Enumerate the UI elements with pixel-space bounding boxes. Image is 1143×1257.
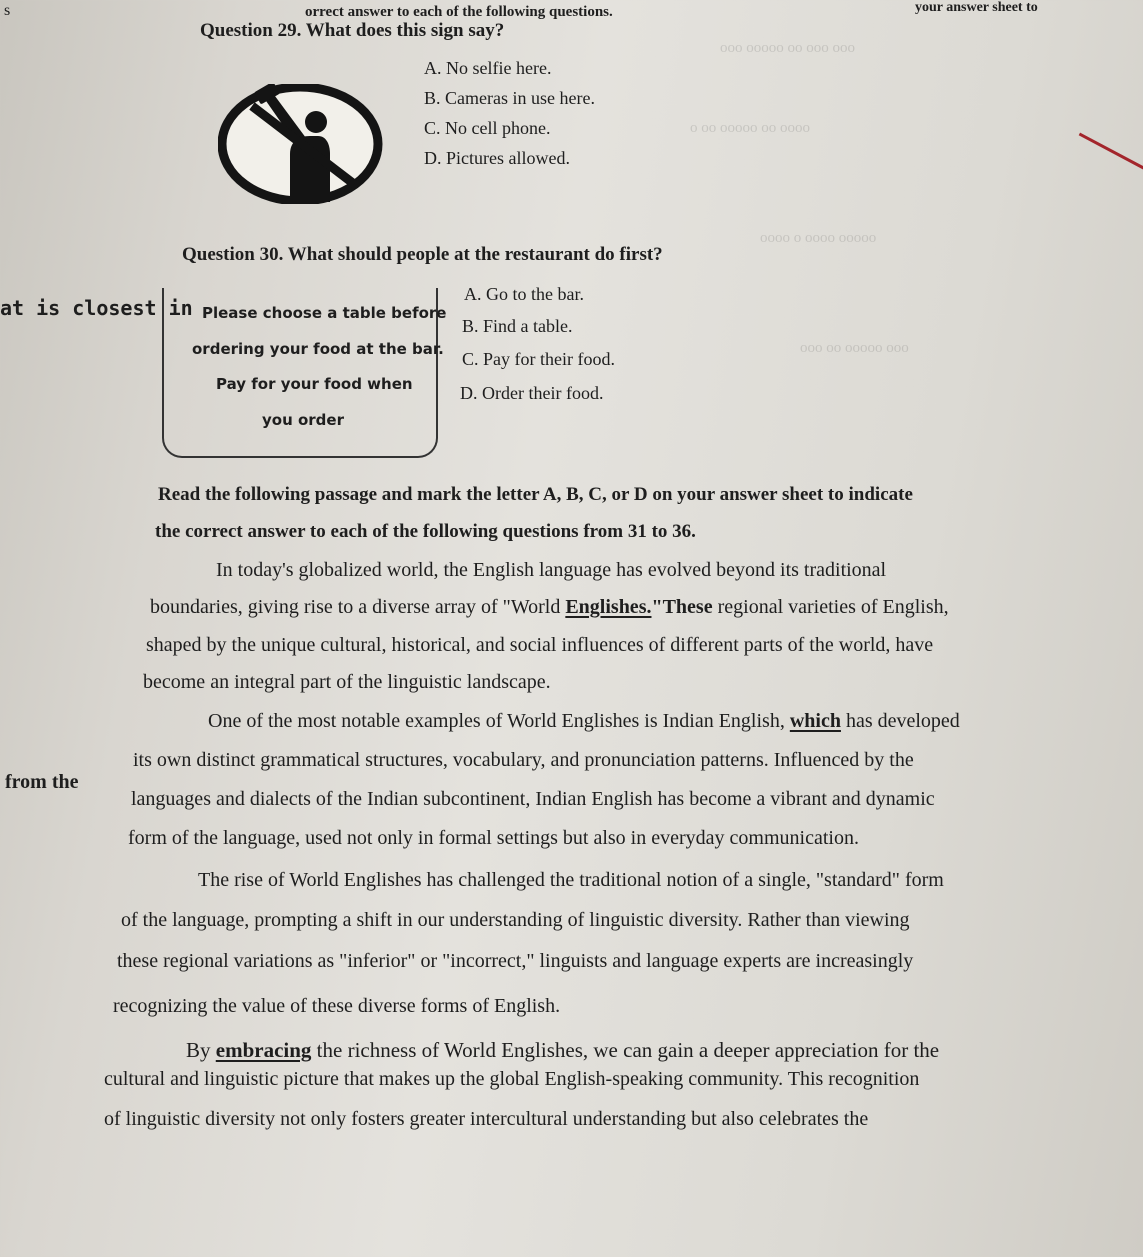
top-right-instruction: your answer sheet to <box>915 0 1038 15</box>
p1-line-2: boundaries, giving rise to a diverse array of "World Englishes."These regional varieties of English, <box>150 596 949 618</box>
sign-line-1: Please choose a table before <box>202 304 447 322</box>
p3-line-1: The rise of World Englishes has challenged the traditional notion of a single, "standard" form <box>198 869 944 891</box>
top-instruction: orrect answer to each of the following questions. <box>305 4 613 20</box>
q30-option-b: B. Find a table. <box>462 316 573 336</box>
p2-line-2: its own distinct grammatical structures, vocabulary, and pronunciation patterns. Influenced by the <box>133 749 914 771</box>
sign-line-3: Pay for your food when <box>216 375 413 393</box>
instruction-line-1: Read the following passage and mark the letter A, B, C, or D on your answer sheet to indicate <box>158 484 913 505</box>
red-pen-mark <box>1079 133 1143 171</box>
p1-line-3: shaped by the unique cultural, historical, and social influences of different parts of the world, have <box>146 634 934 656</box>
restaurant-sign <box>162 288 447 458</box>
p2-line-1: One of the most notable examples of World Englishes is Indian English, which has developed <box>208 710 960 732</box>
q30-option-d: D. Order their food. <box>460 383 604 403</box>
edge-letter: s <box>4 2 11 19</box>
p1-line-4: become an integral part of the linguistic landscape. <box>143 671 551 693</box>
p3-line-3: these regional variations as "inferior" or "incorrect," linguists and language experts are increasingly <box>117 950 914 972</box>
p4-line-2: cultural and linguistic picture that makes up the global English-speaking community. This recognition <box>104 1068 920 1090</box>
underlined-englishes: Englishes. <box>565 596 652 618</box>
question-29-title: Question 29. What does this sign say? <box>200 20 505 41</box>
underlined-embracing: embracing <box>215 1038 312 1062</box>
p1-line-1: In today's globalized world, the English language has evolved beyond its traditional <box>216 559 887 581</box>
sign-line-2: ordering your food at the bar. <box>192 340 444 358</box>
sign-line-4: you order <box>262 411 344 429</box>
margin-fragment-closest: at is closest in <box>0 296 193 320</box>
margin-fragment-from-the: from the <box>5 771 79 793</box>
q30-option-c: C. Pay for their food. <box>462 349 615 369</box>
p3-line-2: of the language, prompting a shift in our understanding of linguistic diversity. Rather than viewing <box>121 909 910 931</box>
q30-option-a: A. Go to the bar. <box>464 284 584 304</box>
q29-option-b: B. Cameras in use here. <box>424 88 595 108</box>
p3-line-4: recognizing the value of these diverse forms of English. <box>113 995 561 1017</box>
p4-line-1: By embracing the richness of World Englishes, we can gain a deeper appreciation for the <box>186 1038 940 1062</box>
no-selfie-sign-icon <box>218 84 386 204</box>
p2-line-3: languages and dialects of the Indian subcontinent, Indian English has become a vibrant and dynamic <box>131 788 935 810</box>
underlined-which: which <box>789 710 841 732</box>
p4-line-3: of linguistic diversity not only fosters greater intercultural understanding but also celebrates the <box>104 1108 869 1130</box>
question-30-title: Question 30. What should people at the restaurant do first? <box>182 244 663 265</box>
q29-option-a: A. No selfie here. <box>424 58 552 78</box>
q29-option-d: D. Pictures allowed. <box>424 148 570 168</box>
q29-option-c: C. No cell phone. <box>424 118 551 138</box>
instruction-line-2: the correct answer to each of the following questions from 31 to 36. <box>155 521 696 542</box>
p2-line-4: form of the language, used not only in formal settings but also in everyday communication. <box>128 827 859 849</box>
